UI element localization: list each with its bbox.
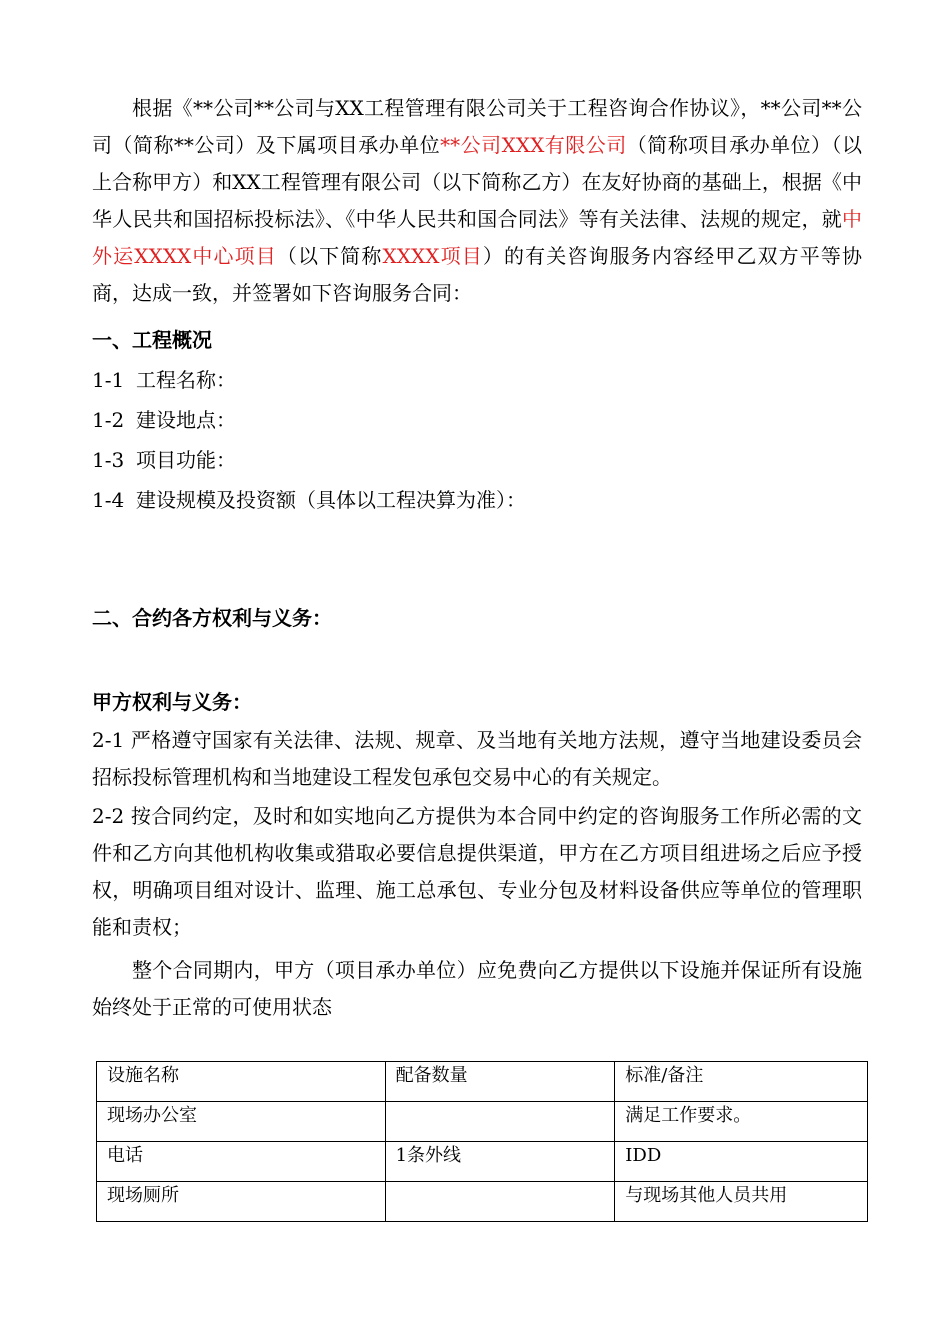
table-header-cell: 设施名称 — [97, 1062, 386, 1102]
list-item — [92, 440, 862, 480]
intro-paragraph — [92, 90, 862, 312]
table-header-cell: 配备数量 — [385, 1062, 615, 1102]
section1-heading: 一、工程概况 — [92, 328, 212, 352]
intro-text-3: （以下简称 — [276, 244, 383, 268]
item-text: 建设地点： — [136, 408, 236, 432]
intro-text-1: 根据《**公司**公司与XX工程管理有限公司关于工程咨询合作协议》，**公司**公司（简称**公司）及下属项目承办单位 — [92, 96, 862, 157]
intro-text-2: （简称项目承办单位）（以上合称甲方）和XX工程管理有限公司（以下简称乙方）在友好协商的基础上，根据《中华人民共和国招标投标法》、《中华人民共和国合同法》等有关法律、法规的规定，就 — [92, 133, 863, 231]
table-header-cell: 标准/备注 — [615, 1062, 868, 1102]
party-a-heading: 甲方权利与义务： — [92, 690, 252, 714]
table-row — [97, 1102, 868, 1142]
item-number: 1-3 — [92, 448, 125, 472]
table-cell: 电话 — [97, 1142, 386, 1182]
item-number: 1-1 — [92, 368, 125, 392]
item-number: 1-4 — [92, 488, 125, 512]
item-number: 1-2 — [92, 408, 125, 432]
table-cell: 满足工作要求。 — [615, 1102, 868, 1142]
intro-text-4: ）的有关咨询服务内容经甲乙双方平等协商，达成一致，并签署如下咨询服务合同： — [92, 244, 863, 305]
table-row — [97, 1142, 868, 1182]
facilities-table — [96, 1061, 868, 1222]
clause-2-1: 2-1 严格遵守国家有关法律、法规、规章、及当地有关地方法规，遵守当地建设委员会招标投标管理机构和当地建设工程发包承包交易中心的有关规定。 — [92, 728, 862, 789]
table-cell: IDD — [615, 1142, 868, 1182]
table-cell: 与现场其他人员共用 — [615, 1182, 868, 1222]
table-row — [97, 1182, 868, 1222]
document-body — [92, 90, 862, 1026]
intro-highlight-1: **公司XXX有限公司 — [440, 133, 627, 157]
table-header-row — [97, 1062, 868, 1102]
intro-highlight-2: 中外运XXXX中心项目 — [92, 207, 862, 268]
item-text: 建设规模及投资额（具体以工程决算为准）： — [136, 488, 526, 512]
list-item — [92, 480, 862, 520]
section2-heading: 二、合约各方权利与义务： — [92, 606, 332, 630]
facilities-intro: 整个合同期内，甲方（项目承办单位）应免费向乙方提供以下设施并保证所有设施始终处于正常的可使用状态 — [92, 958, 862, 1019]
item-text: 项目功能： — [136, 448, 236, 472]
clause-2-2: 2-2 按合同约定，及时和如实地向乙方提供为本合同中约定的咨询服务工作所必需的文件和乙方向其他机构收集或猎取必要信息提供渠道，甲方在乙方项目组进场之后应予授权，明确项目组对设计、监理、施工总承包、专业分包及材料设备供应等单位的管理职能和责权； — [92, 804, 862, 939]
table-cell — [385, 1102, 615, 1142]
table-cell: 现场厕所 — [97, 1182, 386, 1222]
list-item — [92, 400, 862, 440]
item-text: 工程名称： — [136, 368, 236, 392]
table-cell: 现场办公室 — [97, 1102, 386, 1142]
table-cell: 1条外线 — [385, 1142, 615, 1182]
intro-highlight-3: XXXX项目 — [382, 244, 483, 268]
table-cell — [385, 1182, 615, 1222]
list-item — [92, 360, 862, 400]
